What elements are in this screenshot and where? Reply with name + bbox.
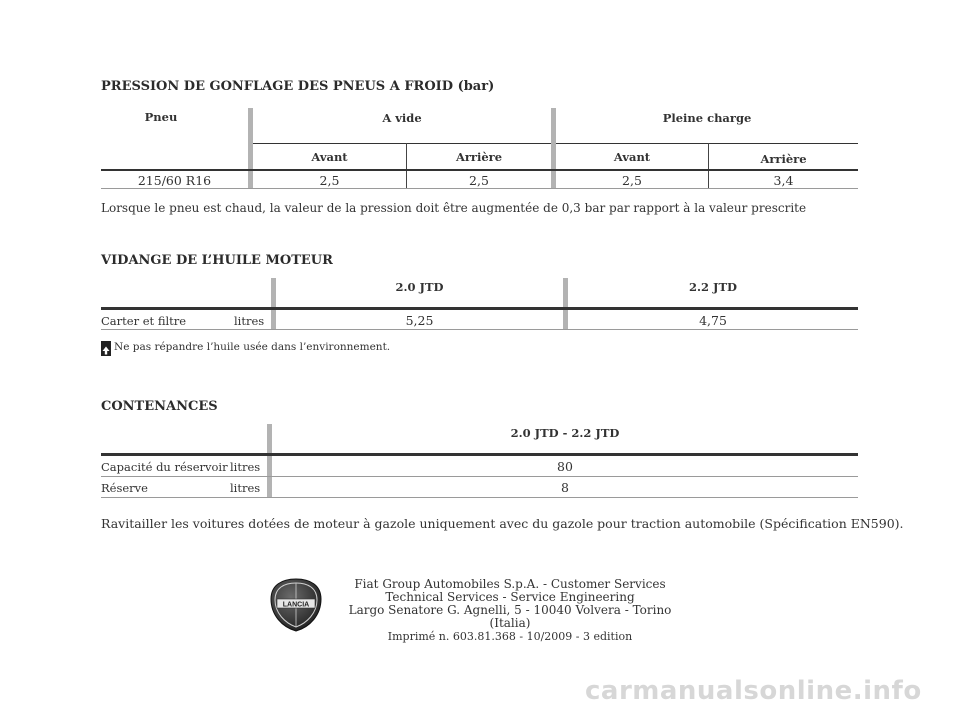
lancia-logo — [268, 577, 324, 633]
footer-line: Technical Services - Service Engineering — [385, 590, 635, 604]
column-header-engines: 2.0 JTD - 2.2 JTD — [510, 426, 620, 440]
sub-header-front: Avant — [311, 150, 348, 164]
tyre-pressure-title: PRESSION DE GONFLAGE DES PNEUS A FROID (bar) — [101, 79, 495, 94]
table-rule — [101, 169, 858, 171]
oil-row-unit: litres — [234, 314, 265, 328]
column-header-engine-1: 2.0 JTD — [395, 280, 444, 294]
footer-line: Imprimé n. 603.81.368 - 10/2009 - 3 edition — [387, 630, 633, 643]
footer-line: Fiat Group Automobiles S.p.A. - Customer Services — [354, 577, 666, 591]
oil-row-label: Carter et filtre — [101, 314, 187, 328]
header-divider — [253, 143, 551, 144]
header-divider — [556, 143, 858, 144]
column-header-engine-2: 2.2 JTD — [689, 280, 737, 294]
sub-header-rear: Arrière — [760, 152, 807, 166]
tyre-size: 215/60 R16 — [137, 173, 212, 188]
full-rear-value: 3,4 — [773, 173, 794, 188]
row-divider — [101, 476, 858, 477]
full-front-value: 2,5 — [622, 173, 642, 188]
capacity-row-unit: litres — [230, 481, 261, 495]
column-header-empty: A vide — [382, 111, 422, 125]
oil-value-engine-2: 4,75 — [699, 313, 727, 328]
table-rule — [101, 453, 858, 456]
oil-value-engine-1: 5,25 — [405, 313, 434, 328]
tyre-pressure-note: Lorsque le pneu est chaud, la valeur de la pression doit être augmentée de 0,3 bar par rapport à la valeur prescrite — [101, 201, 807, 215]
column-header-full-load: Pleine charge — [662, 111, 752, 125]
watermark: carmanualsonline.info — [585, 676, 922, 706]
capacity-row-value: 8 — [561, 480, 569, 495]
engine-oil-title: VIDANGE DE L’HUILE MOTEUR — [101, 253, 333, 268]
capacity-row-unit: litres — [230, 460, 261, 474]
capacity-row-label: Capacité du réservoir — [101, 460, 228, 474]
row-divider — [101, 188, 858, 189]
capacities-title: CONTENANCES — [101, 399, 218, 414]
column-header-tyre: Pneu — [144, 110, 178, 124]
footer-credits — [330, 578, 690, 643]
row-divider — [101, 497, 858, 498]
sub-header-rear: Arrière — [455, 150, 503, 164]
capacity-row-label: Réserve — [101, 481, 148, 495]
row-divider — [101, 329, 858, 330]
environment-icon-glyph — [101, 345, 111, 356]
environment-note: Ne pas répandre l’huile usée dans l’environnement. — [114, 341, 391, 353]
table-rule — [101, 307, 858, 310]
fuel-note: Ravitailler les voitures dotées de moteur à gazole uniquement avec du gazole pour traction automobile (Spécification EN590). — [101, 516, 904, 531]
lancia-logo-text: LANCIA — [282, 601, 310, 609]
environment-icon — [101, 341, 111, 352]
empty-front-value: 2,5 — [319, 173, 340, 188]
lancia-logo-icon — [268, 577, 324, 633]
empty-rear-value: 2,5 — [469, 173, 489, 188]
footer-line: Largo Senatore G. Agnelli, 5 - 10040 Volvera - Torino (Italia) — [348, 603, 672, 630]
capacity-row-value: 80 — [557, 459, 573, 474]
sub-header-front: Avant — [613, 150, 651, 164]
